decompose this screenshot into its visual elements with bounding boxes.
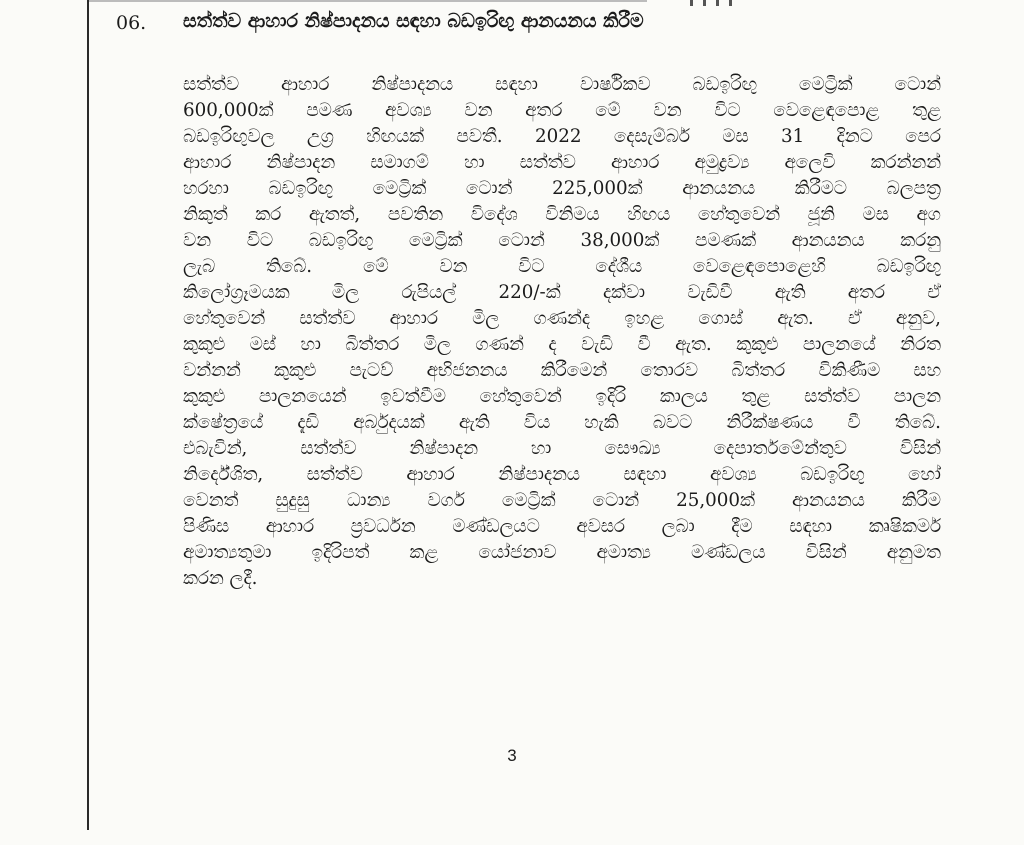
body-paragraph	[183, 72, 941, 592]
top-edge-rule	[87, 0, 647, 2]
section-title: සත්ත්ව ආහාර නිෂ්පාදනය සඳහා බඩඉරිඟු ආනයනය කිරීම	[183, 10, 644, 32]
paragraph-line: එබැවින්, සත්ත්ව නිෂ්පාදන හා සෞඛ්‍ය දෙපාර්තමේන්තුව විසින්	[183, 438, 941, 459]
paragraph-line: නිකුත් කර ඇතත්, පවතින විදේශ විනිමය හිඟය හේතුවෙන් ජූනි මස අග	[183, 204, 941, 225]
top-edge-marks	[690, 0, 732, 6]
paragraph-line: අමාත්‍යතුමා ඉදිරිපත් කළ යෝජනාව අමාත්‍ය මණ්ඩලය විසින් අනුමත	[183, 542, 941, 563]
paragraph-line: සත්ත්ව ආහාර නිෂ්පාදනය සඳහා වාර්ෂිකව බඩඉරිඟු මෙට්‍රික් ටොන්	[183, 74, 941, 95]
paragraph-line: නිර්දේශිත, සත්ත්ව ආහාර නිෂ්පාදනය සඳහා අවශ්‍ය බඩඉරිඟු හෝ	[183, 464, 941, 485]
paragraph-line: වන විට බඩඉරිඟු මෙට්‍රික් ටොන් 38,000ක් පමණක් ආනයනය කරනු	[183, 230, 941, 251]
paragraph-line: කුකුළු මස් හා බිත්තර මිල ගණන් ද වැඩි වී ඇත. කුකුළු පාලනයේ නිරත	[183, 334, 941, 355]
paragraph-line: කුකුළු පාලනයෙන් ඉවත්වීම හේතුවෙන් ඉදිරි කාලය තුළ සත්ත්ව පාලන	[183, 386, 941, 407]
paragraph-line: වෙනත් සුදුසු ධාන්‍ය වර්ග මෙට්‍රික් ටොන් 25,000ක් ආනයනය කිරීම	[183, 490, 941, 511]
paragraph-line: පිණිස ආහාර ප්‍රවර්ධන මණ්ඩලයට අවසර ලබා දීම සඳහා කෘෂිකර්ම	[183, 516, 941, 537]
paragraph-line: කිලෝග්‍රෑමයක මිල රුපියල් 220/-ක් දක්වා වැඩිවී ඇති අතර ඒ	[183, 282, 941, 303]
section-number: 06.	[116, 12, 147, 34]
paragraph-line: කරන ලදී.	[183, 568, 258, 589]
paragraph-line: ආහාර නිෂ්පාදන සමාගම් හා සත්ත්ව ආහාර අමුද්‍රව්‍ය අලෙවි කරන්නන්	[183, 152, 941, 173]
left-margin-rule	[87, 0, 89, 830]
page-number: 3	[507, 746, 517, 765]
paragraph-line: හේතුවෙන් සත්ත්ව ආහාර මිල ගණන්ද ඉහළ ගොස් ඇත. ඒ අනුව,	[183, 308, 941, 329]
paragraph-line: හරහා බඩඉරිඟු මෙට්‍රික් ටොන් 225,000ක් ආනයනය කිරීමට බලපත්‍ර	[183, 178, 941, 199]
paragraph-line: 600,000ක් පමණ අවශ්‍ය වන අතර මේ වන විට වෙළෙඳපොළ තුළ	[183, 100, 941, 121]
paragraph-line: වන්නන් කුකුළු පැටව් අභිජනනය කිරීමෙන් තොරව බිත්තර විකිණීම සහ	[183, 360, 941, 381]
paragraph-line: ලැබ තිබේ. මේ වන විට දේශීය වෙළෙඳපොළෙහි බඩඉරිඟු	[183, 256, 941, 277]
paragraph-line: බඩඉරිඟුවල උග්‍ර හිඟයක් පවතී. 2022 දෙසැම්බර් මස 31 දිනට පෙර	[183, 126, 941, 147]
paragraph-line: ක්ෂේත්‍රයේ දැඩි අර්බුදයක් ඇති විය හැකි බවට නිරීක්ෂණය වී තිබේ.	[183, 412, 941, 433]
